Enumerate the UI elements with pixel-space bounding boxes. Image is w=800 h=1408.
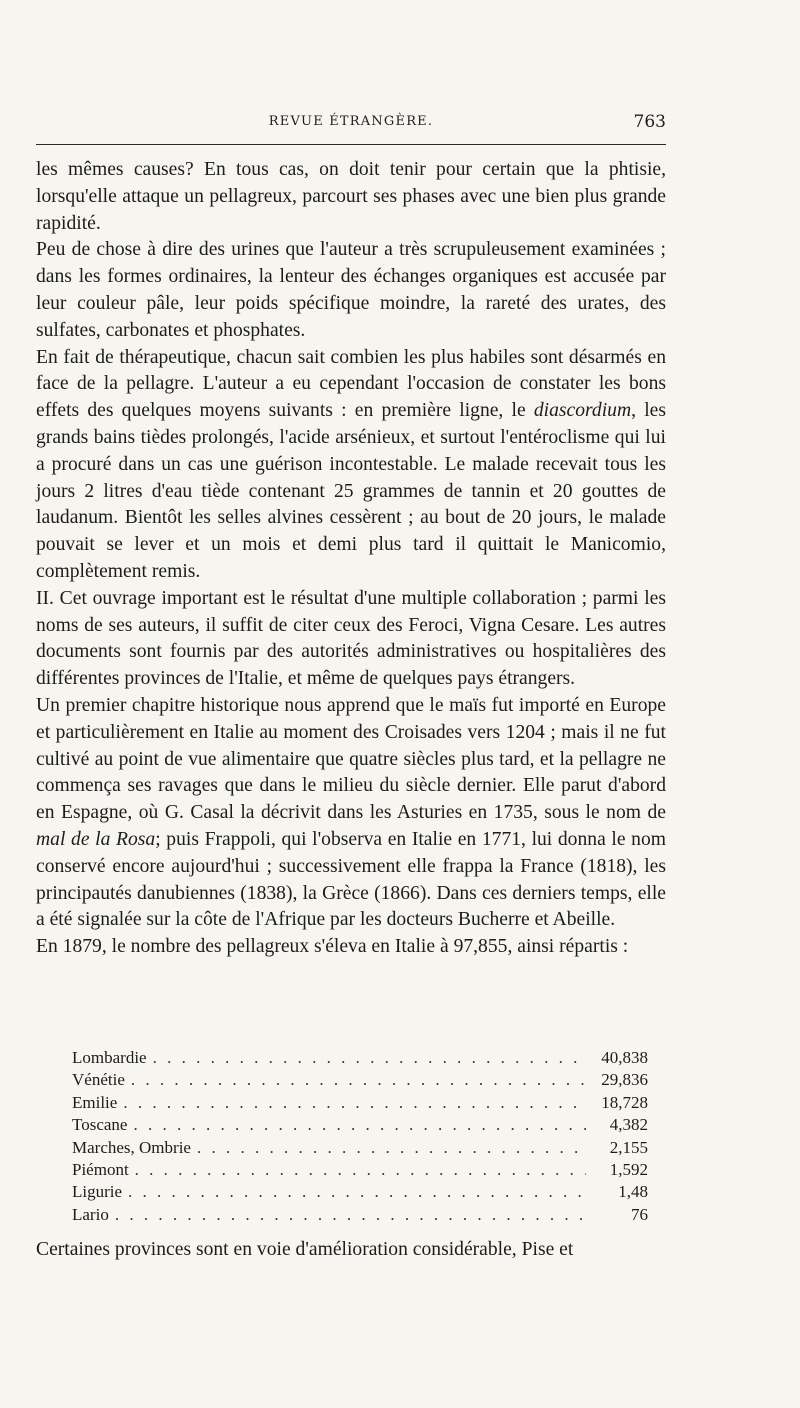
table-row [72, 1159, 648, 1181]
table-row [72, 1204, 648, 1226]
region-value: 2,155 [609, 1137, 648, 1157]
table-row [72, 1092, 648, 1114]
table-row [72, 1047, 648, 1069]
region-name: Lombardie [72, 1048, 147, 1067]
header-rule [36, 144, 666, 145]
region-value: 4,382 [609, 1115, 648, 1135]
text-run: les mêmes causes? En tous cas, on doit tenir pour certain que la phtisie, lorsqu'elle attaque un pellagreux, parcourt ses phases avec une bien plus grande rapidité. [36, 159, 666, 234]
running-title: REVUE ÉTRANGÈRE. [268, 114, 434, 129]
paragraph [36, 157, 666, 237]
region-name: Ligurie [72, 1182, 123, 1202]
table-row [72, 1181, 648, 1203]
dot-leader [197, 1137, 586, 1159]
closing-line: Certaines provinces sont en voie d'amélioration considérable, Pise et [36, 1239, 574, 1260]
paragraph [36, 345, 666, 586]
region-value: 18,728 [601, 1092, 648, 1112]
paragraph [36, 237, 666, 344]
body-text [36, 157, 666, 961]
running-head [36, 112, 666, 134]
dot-leader [123, 1092, 586, 1114]
regions-table [72, 1047, 648, 1226]
text-run: Un premier chapitre historique nous apprend que le maïs fut importé en Europe et particulièrement en Italie au moment des Croisades vers 1204 ; mais il ne fut cultivé au point de vue alimentaire que quatre siècles plus tard, et la pellagre ne commença ses ravages que dans le milieu du siècle dernier. Elle parut d'abord en Espagne, où G. Casal la décrivit dans les Asturies en 1735, sous le nom de [36, 694, 666, 824]
dot-leader [131, 1069, 586, 1091]
text-run: En fait de thérapeutique, chacun sait combien les plus habiles sont désarmés en face de la pellagre. L'auteur a eu cependant l'occasion de constater les bons effets des quelques moyens suivants : en première ligne, le [36, 346, 666, 422]
text-run: En 1879, le nombre des pellagreux s'éleva en Italie à 97,855, ainsi répartis : [36, 936, 629, 958]
text-run: ; puis Frappoli, qui l'observa en Italie en 1771, lui donna le nom conservé encore aujourd'hui ; successivement elle frappa la France (1818), les principautés danubiennes (1838), la Grèce (1866). Dans ces derniers temps, elle a été signalée sur la côte de l'Afrique par les docteurs Bucherre et Abeille. [36, 828, 667, 931]
text-run: II. Cet ouvrage important est le résultat d'une multiple collaboration ; parmi les noms de ses auteurs, il suffit de citer ceux des Feroci, Vigna Cesare. Les autres documents sont fournis par des autorités administratives ou hospitalières des différentes provinces de l'Italie, et même de quelques pays étrangers. [36, 587, 666, 690]
region-name: Emilie [72, 1092, 118, 1112]
dot-leader [135, 1159, 586, 1181]
region-value: 1,48 [618, 1182, 648, 1202]
table-row [72, 1114, 648, 1136]
text-run: Peu de chose à dire des urines que l'auteur a très scrupuleusement examinées ; dans les formes ordinaires, la lenteur des échanges organiques est accusée par leur couleur pâle, leur poids spécifique moindre, la rareté des urates, des sulfates, carbonates et phosphates. [36, 239, 666, 341]
region-name: Vénétie [72, 1070, 125, 1090]
table-row [72, 1137, 648, 1159]
region-name: Piémont [72, 1159, 129, 1179]
italic-term: mal de la Rosa [36, 828, 156, 850]
region-name: Lario [72, 1204, 109, 1224]
table-row [72, 1069, 648, 1091]
region-name: Marches, Ombrie [72, 1137, 191, 1157]
region-name: Toscane [72, 1115, 128, 1135]
paragraph [36, 693, 666, 934]
italic-term: diascordium [533, 400, 632, 422]
region-value: 1,592 [609, 1159, 648, 1179]
region-value: 29,836 [601, 1070, 648, 1090]
region-value: 76 [631, 1204, 648, 1224]
page-number: 763 [633, 112, 666, 132]
text-run: , les grands bains tièdes prolongés, l'acide arsénieux, et surtout l'entéroclisme qui lui a procuré dans un cas une guérison incontestable. Le malade recevait tous les jours 2 litres d'eau tiède contenant 25 grammes de tannin et 20 gouttes de laudanum. Bientôt les selles alvines cessèrent ; au bout de 20 jours, le malade pouvait se lever et un mois et demi plus tard il quittait le Manicomio, complètement remis. [36, 400, 666, 582]
region-value: 40,838 [601, 1048, 648, 1067]
dot-leader [153, 1047, 586, 1069]
paragraph [36, 934, 666, 961]
dot-leader [133, 1114, 586, 1136]
paragraph [36, 586, 666, 693]
dot-leader [115, 1204, 586, 1226]
dot-leader [128, 1181, 586, 1203]
